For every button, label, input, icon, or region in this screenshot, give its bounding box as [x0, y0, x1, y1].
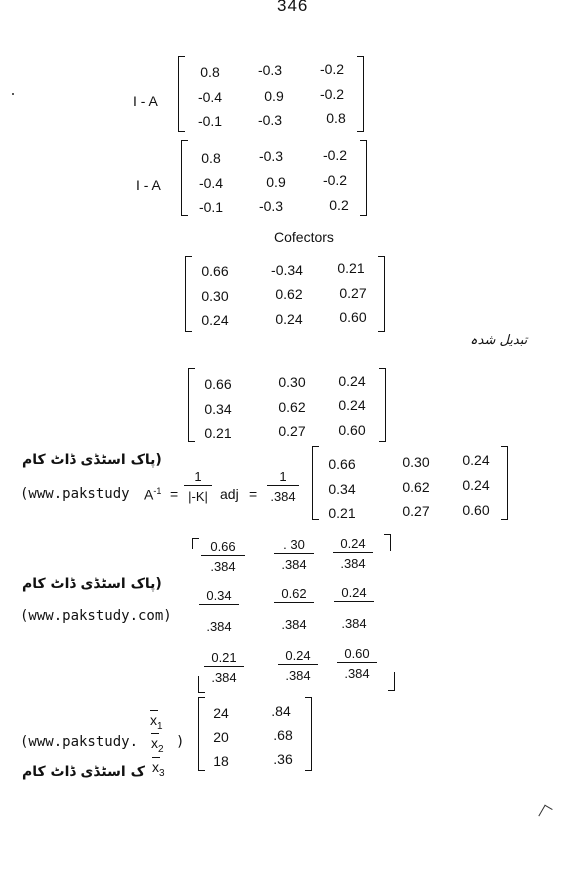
matrix-cell: 0.21: [337, 260, 365, 276]
right-bracket: [357, 56, 364, 132]
matrix-cell: 0.30: [402, 454, 430, 470]
matrix-cell: 0.27: [278, 423, 306, 439]
watermark-url: (www.pakstudy.com): [20, 608, 172, 624]
watermark-urdu: (پاک اسٹڈی ڈاٹ کام: [22, 452, 162, 468]
matrix-cell: 0.60: [338, 422, 366, 438]
left-bracket: [181, 140, 188, 216]
fraction-cell: $\frac{0.24}{.384}$: [278, 648, 318, 683]
matrix-cell: -0.34: [271, 262, 303, 278]
fraction-cell: $\frac{0.21}{.384}$: [204, 650, 244, 685]
right-bracket: [378, 256, 385, 332]
left-bracket: [178, 56, 185, 132]
left-bracket: [312, 446, 319, 520]
matrix-cell: 0.60: [462, 502, 490, 518]
matrix-cell: 0.34: [328, 481, 356, 497]
matrix-i-minus-a-2: [181, 140, 367, 216]
matrix-cell: 0.8: [200, 64, 220, 80]
matrix-inverse: [312, 446, 508, 520]
matrix-cell: 0.27: [402, 503, 430, 519]
left-bracket: [188, 368, 195, 442]
fraction-1-over-k: $\frac{1}{|-K|}$: [184, 469, 212, 504]
matrix-adjoint: [188, 368, 386, 442]
matrix-cell: 20: [213, 729, 229, 745]
matrix-cell: -0.3: [258, 198, 284, 214]
fraction-matrix-bottom-right-bracket: [388, 672, 395, 691]
matrix-cell: 0.27: [339, 285, 367, 301]
matrix-cell: 0.9: [264, 88, 284, 104]
right-bracket: [360, 140, 367, 216]
label-i-minus-a: I - A: [136, 177, 161, 193]
equals-sign: =: [249, 486, 258, 502]
right-bracket: [501, 446, 508, 520]
matrix-cell: -0.1: [197, 113, 223, 129]
matrix-cell: 18: [213, 753, 229, 769]
matrix-cell: 0.9: [266, 174, 286, 190]
matrix-cell: 0.24: [201, 312, 229, 328]
transposed-note: تبدیل شدہ: [470, 333, 528, 348]
matrix-cell: 24: [213, 705, 229, 721]
matrix-cell: -0.4: [197, 89, 223, 105]
left-bracket: [198, 697, 205, 771]
watermark-url-end: ): [176, 734, 185, 750]
fraction-cell: $\frac{0.66}{.384}$: [201, 539, 245, 574]
cofactors-heading: Cofectors: [274, 229, 334, 245]
matrix-cell: 0.30: [278, 374, 306, 390]
matrix-result: [198, 697, 312, 771]
matrix-cell: 0.24: [338, 397, 366, 413]
matrix-cell: 0.24: [462, 452, 490, 468]
matrix-cell: 0.24: [275, 311, 303, 327]
fraction-cell: $\frac{0.24}{.384}$: [333, 536, 373, 571]
matrix-cell: .68: [273, 727, 293, 743]
matrix-cofactors: [185, 256, 385, 332]
fraction-cell: $\frac{. 30}{.384}$: [274, 537, 314, 572]
right-bracket: [305, 697, 312, 771]
fraction-matrix-top-left-bracket: [192, 538, 199, 549]
matrix-cell: 0.34: [204, 401, 232, 417]
matrix-cell: .36: [273, 751, 293, 767]
matrix-cell: 0.62: [402, 479, 430, 495]
page-number: 346: [277, 0, 309, 15]
matrix-cell: -0.3: [258, 148, 284, 164]
left-bracket: [185, 256, 192, 332]
scan-speck: [12, 93, 14, 95]
fraction-cell: $\frac{0.60}{.384}$: [337, 646, 377, 681]
matrix-cell: 0.21: [204, 425, 232, 441]
label-i-minus-a: I - A: [133, 93, 158, 109]
watermark-urdu: ک اسٹڈی ڈاٹ کام: [22, 764, 145, 780]
matrix-cell: 0.66: [204, 376, 232, 392]
equals-sign: =: [170, 486, 179, 502]
x1-label: $x_1$: [150, 712, 163, 732]
matrix-cell: 0.8: [201, 150, 221, 166]
a-inverse-symbol: $A^{-1}$: [144, 486, 162, 503]
x2-label: $x_2$: [151, 735, 164, 755]
matrix-cell: -0.3: [257, 112, 283, 128]
matrix-cell: 0.21: [328, 505, 356, 521]
matrix-cell: 0.66: [201, 263, 229, 279]
x3-label: $x_3$: [152, 759, 165, 779]
watermark-urdu: (پاک اسٹڈی ڈاٹ کام: [22, 576, 162, 592]
matrix-cell: 0.8: [326, 110, 346, 126]
matrix-cell: 0.66: [328, 456, 356, 472]
matrix-cell: .84: [271, 703, 291, 719]
matrix-cell: 0.2: [329, 197, 349, 213]
matrix-cell: 0.62: [275, 286, 303, 302]
fraction-cell: $\frac{0.34}{.384}$: [199, 588, 239, 634]
matrix-cell: -0.2: [322, 172, 348, 188]
matrix-i-minus-a-1: [178, 56, 364, 132]
matrix-cell: -0.2: [319, 61, 345, 77]
matrix-cell: -0.2: [319, 86, 345, 102]
matrix-cell: 0.62: [278, 399, 306, 415]
matrix-cell: -0.1: [198, 199, 224, 215]
matrix-cell: 0.24: [462, 477, 490, 493]
adj-text: adj: [220, 486, 239, 502]
fraction-1-over-det: $\frac{1}{.384}$: [267, 469, 299, 504]
scan-mark: [538, 805, 552, 821]
watermark-url: (www.pakstudy: [20, 486, 130, 502]
matrix-cell: -0.2: [322, 147, 348, 163]
fraction-cell: $\frac{0.24}{.384}$: [334, 585, 374, 631]
matrix-cell: 0.30: [201, 288, 229, 304]
matrix-cell: 0.60: [339, 309, 367, 325]
fraction-cell: $\frac{0.62}{.384}$: [274, 586, 314, 632]
matrix-cell: -0.3: [257, 62, 283, 78]
matrix-cell: -0.4: [198, 175, 224, 191]
matrix-cell: 0.24: [338, 373, 366, 389]
watermark-url: (www.pakstudy.: [20, 734, 139, 750]
right-bracket: [379, 368, 386, 442]
fraction-matrix-top-right-bracket: [384, 534, 391, 551]
